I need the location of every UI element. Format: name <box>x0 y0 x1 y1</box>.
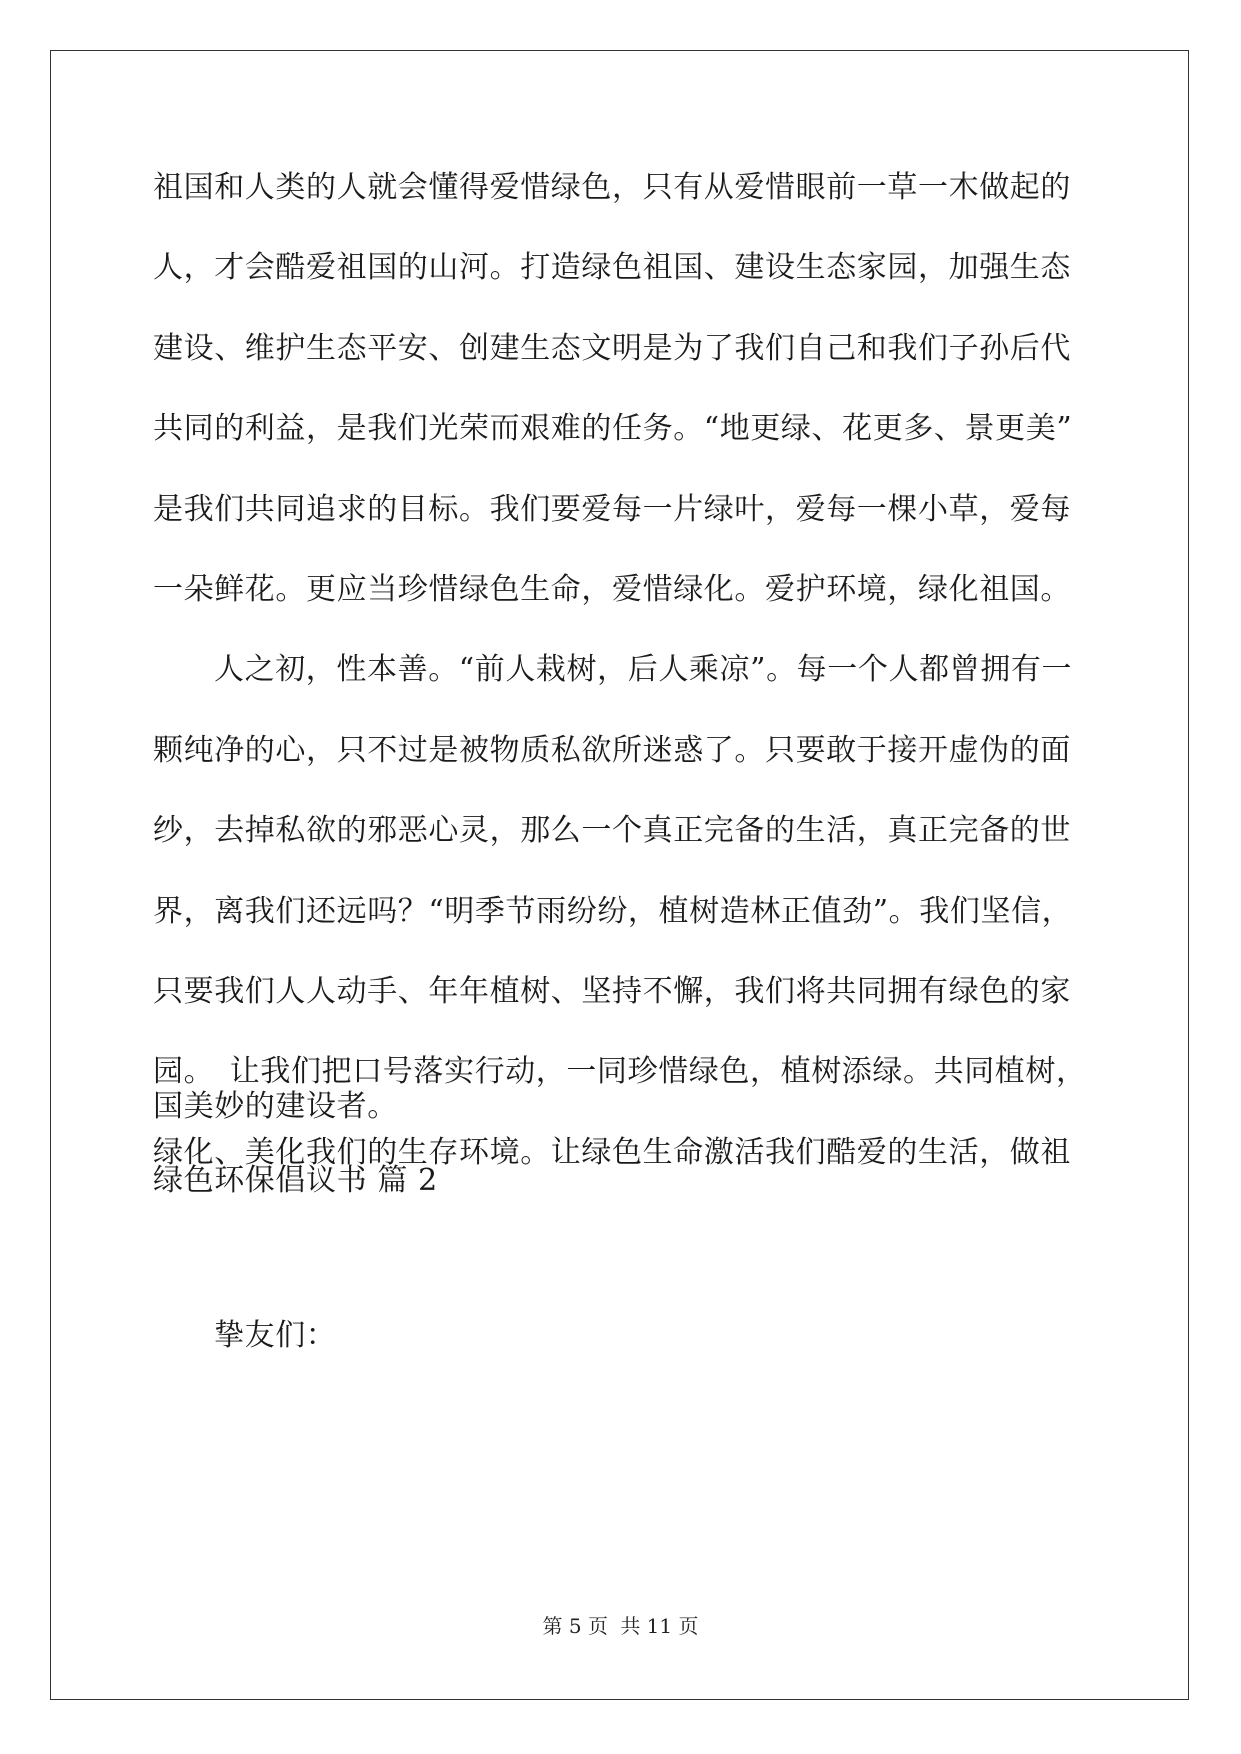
text-line: 建设、维护生态平安、创建生态文明是为了我们自己和我们子孙后代 <box>153 330 1071 366</box>
text-line: 绿化、美化我们的生存环境。让绿色生命激活我们酷爱的生活，做祖 <box>153 1134 1071 1170</box>
text-line: 园。 让我们把口号落实行动，一同珍惜绿色，植树添绿。共同植树， <box>153 1054 1087 1090</box>
page-footer <box>0 1610 1241 1639</box>
text-line: 纱，去掉私欲的邪恶心灵，那么一个真正完备的生活，真正完备的世 <box>153 813 1071 849</box>
text-line: 人，才会酷爱祖国的山河。打造绿色祖国、建设生态家园，加强生态 <box>153 250 1071 286</box>
salutation: 挚友们： <box>214 1318 337 1353</box>
text-line: 颗纯净的心，只不过是被物质私欲所迷惑了。只要敢于接开虚伪的面 <box>153 732 1071 768</box>
text-line: 祖国和人类的人就会懂得爱惜绿色，只有从爱惜眼前一草一木做起的 <box>153 170 1071 205</box>
body-last-line <box>153 1067 1098 1147</box>
text-line: 人之初，性本善。“前人栽树，后人乘凉”。每一个人都曾拥有一 <box>214 652 1073 688</box>
text-line: 一朵鲜花。更应当珍惜绿色生命，爱惜绿化。爱护环境，绿化祖国。 <box>153 571 1071 607</box>
page-total: 共 11 页 <box>620 1614 699 1638</box>
section-heading: 绿色环保倡议书 篇 2 <box>153 1163 438 1198</box>
text-line: 共同的利益，是我们光荣而艰难的任务。“地更绿、花更多、景更美” <box>153 411 1073 447</box>
text-line: 是我们共同追求的目标。我们要爱每一片绿叶，爱每一棵小草，爱每 <box>153 491 1071 527</box>
text-line: 界，离我们还远吗？“明季节雨纷纷，植树造林正值劲”。我们坚信， <box>153 893 1073 929</box>
page-number: 第 5 页 <box>542 1614 608 1638</box>
text-line: 只要我们人人动手、年年植树、坚持不懈，我们将共同拥有绿色的家 <box>153 973 1071 1009</box>
body-paragraphs <box>153 148 1098 1193</box>
text-line: 国美妙的建设者。 <box>153 1089 398 1124</box>
